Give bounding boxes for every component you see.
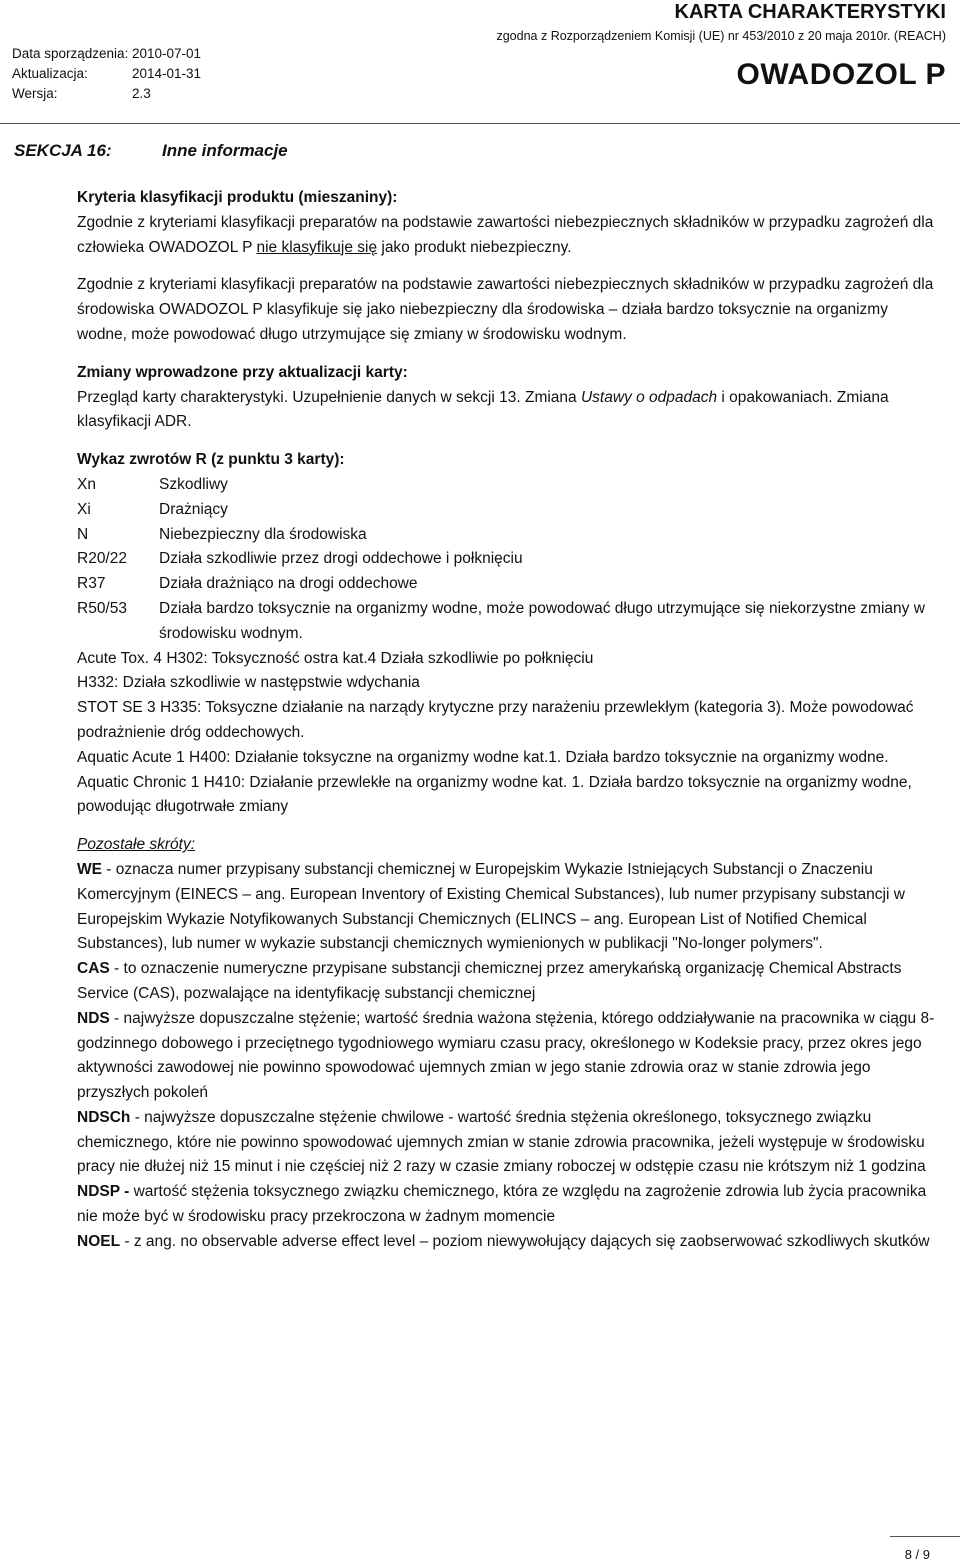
- r-phrase-code: R37: [77, 575, 106, 593]
- abbreviation-item: [77, 858, 940, 957]
- changes-text-end: i opakowaniach. Zmiana klasyfikacji ADR.: [77, 388, 889, 431]
- r-phrase-code: Xi: [77, 500, 91, 518]
- section-title: Inne informacje: [162, 141, 288, 160]
- r-phrase-desc: Działa drażniąco na drogi oddechowe: [159, 575, 418, 593]
- changes-text-start: Przegląd karty charakterystyki. Uzupełnienie danych w sekcji 13. Zmiana: [77, 388, 581, 406]
- r-phrase-code: R50/53: [77, 599, 127, 617]
- classification-paragraph-environment: Zgodnie z kryteriami klasyfikacji preparatów na podstawie zawartości niebezpiecznych składników w przypadku zagrożeń dla środowiska OWADOZOL P klasyfikuje się jako niebezpieczny dla środowiska – działa bardzo toksycznie na organizmy wodne, może powodować długo utrzymujące się zmiany w środowisku wodnym.: [77, 276, 934, 343]
- r-phrase-code: Xn: [77, 475, 96, 493]
- abbreviation-term: NDSCh: [77, 1108, 131, 1126]
- classification-underlined: nie klasyfikuje się: [256, 238, 378, 256]
- changes-heading: Zmiany wprowadzone przy aktualizacji karty:: [77, 363, 408, 381]
- r-phrase-row: [77, 547, 940, 572]
- header-title-block: [496, 0, 946, 92]
- meta-value: 2010-07-01: [132, 46, 202, 61]
- abbreviation-item: [77, 1230, 940, 1255]
- meta-label: Aktualizacja:: [12, 66, 88, 81]
- r-phrase-row: [77, 498, 940, 523]
- abbreviation-term: NDS: [77, 1009, 110, 1027]
- h-statement: Aquatic Acute 1 H400: Działanie toksyczne na organizmy wodne kat.1. Działa bardzo toksycznie na organizmy wodne.: [77, 748, 889, 766]
- abbreviation-text: - to oznaczenie numeryczne przypisane substancji chemicznej przez amerykańską organizację Chemical Abstracts Service (CAS), pozwalające na identyfikację substancji chemicznej: [77, 960, 902, 1002]
- abbreviations-heading: Pozostałe skróty:: [77, 836, 196, 854]
- meta-value: 2.3: [132, 86, 151, 101]
- abbreviation-item: [77, 1180, 940, 1230]
- abbreviation-term: CAS: [77, 960, 110, 978]
- meta-label: Wersja:: [12, 86, 58, 101]
- r-phrase-code: N: [77, 525, 89, 543]
- document-meta: [12, 44, 201, 104]
- abbreviation-term: WE: [77, 860, 102, 878]
- abbreviation-text: - najwyższe dopuszczalne stężenie; wartość średnia ważona stężenia, którego oddziaływanie na pracownika w ciągu 8-godzinnego dobowego i przeciętnego tygodniowego wymiaru czasu pracy, określonego w Kodeksie pracy, przez okres jego aktywności zawodowej nie powinno spowodować ujemnych zmian w jego stanie zdrowia oraz w stanie zdrowia jego przyszłych pokoleń: [77, 1009, 935, 1102]
- meta-row-updated: [12, 64, 201, 84]
- r-phrase-row: [77, 523, 940, 548]
- product-name: OWADOZOL P: [736, 58, 946, 91]
- abbreviation-item: [77, 1106, 940, 1180]
- abbreviation-item: [77, 957, 940, 1007]
- classification-text-start: Zgodnie z kryteriami klasyfikacji preparatów na podstawie zawartości niebezpiecznych składników w przypadku zagrożeń dla człowieka OWADOZOL P: [77, 213, 934, 256]
- classification-paragraph-human: [77, 211, 940, 261]
- r-phrase-code: R20/22: [77, 550, 127, 568]
- abbreviation-term: NDSP -: [77, 1183, 130, 1201]
- header-divider: [0, 123, 960, 124]
- h-statement: Aquatic Chronic 1 H410: Działanie przewlekłe na organizmy wodne kat. 1. Działa bardzo toksycznie na organizmy wodne, powodując długotrwałe zmiany: [77, 773, 912, 816]
- abbreviation-text: - z ang. no observable adverse effect level – poziom niewywołujący dających się zaobserwować szkodliwych skutków: [120, 1232, 930, 1250]
- meta-row-created: [12, 44, 201, 64]
- r-phrase-desc: Niebezpieczny dla środowiska: [159, 525, 367, 543]
- footer-divider: [890, 1536, 960, 1537]
- classification-heading: Kryteria klasyfikacji produktu (mieszaniny):: [77, 189, 398, 206]
- meta-label: Data sporządzenia:: [12, 46, 129, 61]
- h-statement: H332: Działa szkodliwie w następstwie wdychania: [77, 674, 420, 692]
- meta-value: 2014-01-31: [132, 66, 202, 81]
- abbreviation-item: [77, 1007, 940, 1106]
- regulation-note: zgodna z Rozporządzeniem Komisji (UE) nr 453/2010 z 20 maja 2010r. (REACH): [496, 29, 946, 43]
- r-phrase-row: [77, 473, 940, 498]
- changes-paragraph: [77, 386, 940, 436]
- r-phrase-row: [77, 597, 940, 647]
- r-phrase-desc: Szkodliwy: [159, 475, 228, 493]
- r-phrase-desc: Drażniący: [159, 500, 228, 518]
- r-phrase-row: [77, 572, 940, 597]
- abbreviation-text: wartość stężenia toksycznego związku chemicznego, która ze względu na zagrożenie zdrowia lub życia pracownika nie może być w środowisku pracy przekroczona w żadnym momencie: [77, 1183, 927, 1226]
- abbreviation-text: - oznacza numer przypisany substancji chemicznej w Europejskim Wykazie Istniejących Substancji o Znaczeniu Komercyjnym (EINECS – ang. European Inventory of Existing Chemical Substances), lub numer przypisany substancji w Europejskim Wykazie Notyfikowanych Substancji Chemicznych (ELINCS – ang. European List of Notified Chemical Substances), lub numer w wykazie substancji chemicznych wymienionych w publikacji "No-longer polymers".: [77, 860, 905, 953]
- r-phrase-desc: Działa bardzo toksycznie na organizmy wodne, może powodować długo utrzymujące się niekorzystne zmiany w środowisku wodnym.: [159, 599, 925, 642]
- h-statement: STOT SE 3 H335: Toksyczne działanie na narządy krytyczne przy narażeniu przewlekłym (kategoria 3). Może powodować podrażnienie dróg oddechowych.: [77, 699, 914, 741]
- r-phrases-heading: Wykaz zwrotów R (z punktu 3 karty):: [77, 451, 345, 469]
- document-type: KARTA CHARAKTERYSTYKI: [674, 1, 946, 23]
- section-heading: [14, 139, 288, 163]
- meta-row-version: [12, 84, 201, 104]
- changes-text-italic: Ustawy o odpadach: [580, 388, 718, 406]
- h-statement: Acute Tox. 4 H302: Toksyczność ostra kat.4 Działa szkodliwie po połknięciu: [77, 649, 594, 667]
- classification-text-end: jako produkt niebezpieczny.: [377, 238, 572, 256]
- abbreviation-term: NOEL: [77, 1232, 121, 1250]
- abbreviation-text: - najwyższe dopuszczalne stężenie chwilowe - wartość średnia stężenia określonego, toksycznego związku chemicznego, które nie powinno spowodować ujemnych zmian w stanie zdrowia pracownika, jeżeli występuje w środowisku pracy nie dłużej niż 15 minut i nie częściej niż 2 razy w czasie zmiany roboczej w odstępie czasu nie krótszym niż 1 godzina: [77, 1108, 926, 1176]
- section-number: SEKCJA 16:: [14, 141, 112, 160]
- section-content: [77, 186, 940, 1255]
- r-phrase-desc: Działa szkodliwie przez drogi oddechowe i połknięciu: [159, 550, 523, 568]
- page-number: 8 / 9: [904, 1547, 930, 1562]
- r-phrases-list: [77, 473, 940, 647]
